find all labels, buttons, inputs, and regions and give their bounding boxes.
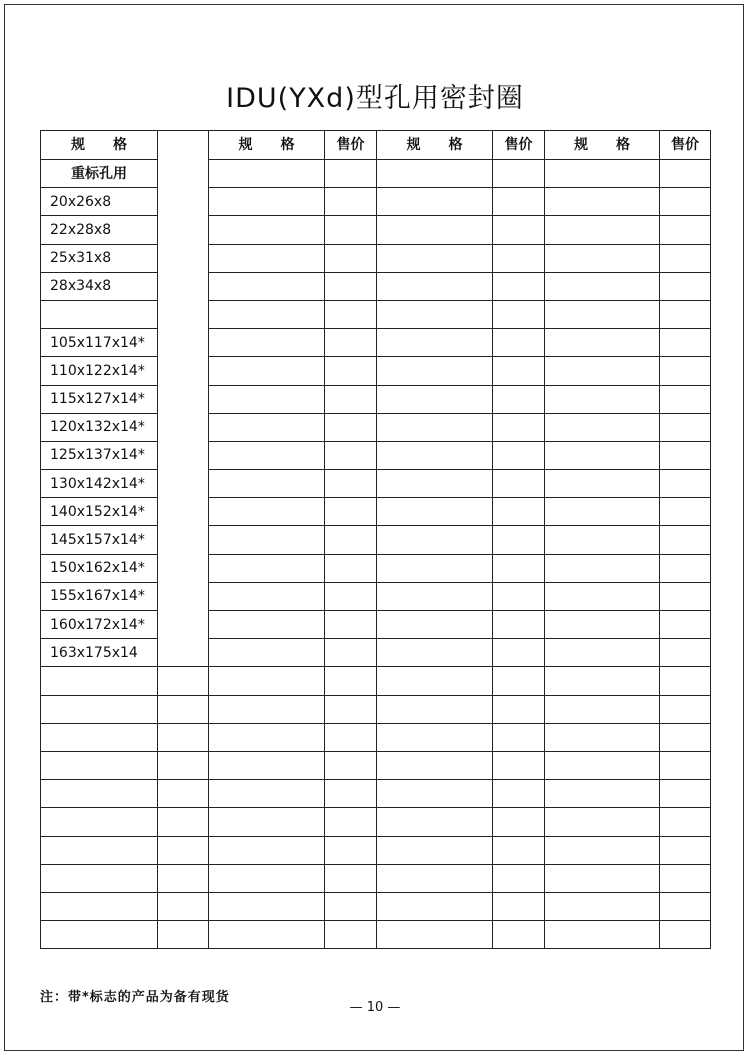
table-row [41,272,711,300]
spec-cell [209,160,325,188]
price-cell [158,892,209,920]
price-cell [660,160,711,188]
spec-cell [545,611,660,639]
spec-cell [545,244,660,272]
table-row [41,244,711,272]
spec-cell [545,160,660,188]
spec-cell [209,864,325,892]
price-cell [325,695,377,723]
spec-header: 规 格 [545,131,660,160]
price-cell [660,611,711,639]
spec-cell [545,357,660,385]
table-row [41,385,711,413]
spec-cell [377,188,493,216]
spec-cell [209,272,325,300]
spec-cell [545,188,660,216]
spec-cell [209,695,325,723]
price-cell [660,921,711,949]
price-cell [325,244,377,272]
price-cell [325,470,377,498]
spec-cell [41,836,158,864]
spec-cell [209,385,325,413]
spec-cell [209,667,325,695]
spec-cell [377,357,493,385]
price-cell [493,300,545,328]
table-row [41,921,711,949]
price-cell [158,723,209,751]
price-cell [493,413,545,441]
spec-cell [377,808,493,836]
table-row [41,836,711,864]
price-cell [325,498,377,526]
spec-cell [545,836,660,864]
spec-cell [377,723,493,751]
spec-cell [377,498,493,526]
price-cell [660,780,711,808]
size-cell [41,300,158,328]
price-cell [158,836,209,864]
table-row [41,498,711,526]
price-cell [660,272,711,300]
price-cell [325,413,377,441]
price-cell [493,188,545,216]
price-cell [158,611,209,639]
price-cell [660,244,711,272]
price-cell [660,667,711,695]
price-table [40,130,711,949]
spec-cell [545,921,660,949]
table-row [41,639,711,667]
spec-cell [377,695,493,723]
price-cell [325,667,377,695]
price-header: 售价 [325,131,377,160]
spec-cell [545,780,660,808]
price-cell [158,470,209,498]
spec-header: 规 格 [377,131,493,160]
spec-cell [377,413,493,441]
table-row [41,751,711,779]
price-cell [158,751,209,779]
spec-cell [41,921,158,949]
spec-cell [209,780,325,808]
price-cell [660,582,711,610]
price-cell [493,526,545,554]
price-cell [158,667,209,695]
spec-cell [377,836,493,864]
price-cell [325,808,377,836]
spec-cell [377,582,493,610]
spec-cell [545,329,660,357]
price-cell [158,864,209,892]
spec-cell [377,329,493,357]
price-cell [660,470,711,498]
spec-cell [209,723,325,751]
price-cell [660,216,711,244]
spec-cell [545,582,660,610]
price-cell [660,357,711,385]
size-cell: 130x142x14* [41,470,158,498]
price-cell [660,695,711,723]
spec-cell [209,836,325,864]
table-row [41,723,711,751]
price-cell [660,808,711,836]
spec-cell [377,639,493,667]
price-cell [158,160,209,188]
table-row [41,470,711,498]
spec-cell [209,751,325,779]
price-cell [493,357,545,385]
spec-cell [545,864,660,892]
table-row [41,780,711,808]
size-cell: 25x31x8 [41,244,158,272]
spec-cell [545,300,660,328]
spec-cell [545,808,660,836]
price-cell [158,413,209,441]
spec-cell [377,526,493,554]
size-cell: 145x157x14* [41,526,158,554]
table-row [41,808,711,836]
table-row [41,329,711,357]
price-cell [158,357,209,385]
spec-cell [209,413,325,441]
size-cell: 20x26x8 [41,188,158,216]
price-cell [158,921,209,949]
table-row [41,554,711,582]
spec-cell [209,554,325,582]
spec-cell [209,611,325,639]
price-cell [660,751,711,779]
spec-cell [209,329,325,357]
table-row [41,695,711,723]
spec-cell [377,921,493,949]
price-cell [158,272,209,300]
spec-cell [545,470,660,498]
price-cell [325,921,377,949]
spec-cell [545,892,660,920]
price-cell [325,611,377,639]
price-cell [325,554,377,582]
spec-cell [377,864,493,892]
footnote: 注：带*标志的产品为备有现货 [40,990,230,1005]
table-row [41,300,711,328]
price-cell [660,498,711,526]
spec-cell [377,780,493,808]
price-cell [493,554,545,582]
price-cell [493,836,545,864]
price-cell [493,385,545,413]
price-cell [158,329,209,357]
spec-cell [41,864,158,892]
size-cell: 120x132x14* [41,413,158,441]
page-number: — 10 — [349,1000,401,1015]
spec-cell [545,441,660,469]
price-cell [325,300,377,328]
spec-cell [209,582,325,610]
price-cell [158,526,209,554]
size-cell: 160x172x14* [41,611,158,639]
price-cell [493,470,545,498]
price-cell [493,780,545,808]
price-cell [660,300,711,328]
price-header: 售价 [660,131,711,160]
price-cell [325,441,377,469]
price-cell [325,385,377,413]
price-cell [493,808,545,836]
table-row [41,892,711,920]
table-row [41,611,711,639]
spec-cell [41,808,158,836]
price-cell [325,864,377,892]
section-subheader: 重标孔用 [41,160,158,188]
price-cell [158,695,209,723]
price-cell [660,413,711,441]
price-cell [493,216,545,244]
price-cell [493,723,545,751]
size-cell: 28x34x8 [41,272,158,300]
price-cell [325,836,377,864]
price-cell [158,244,209,272]
price-cell [325,723,377,751]
price-cell [325,639,377,667]
spec-cell [377,244,493,272]
spec-cell [377,272,493,300]
spec-cell [377,300,493,328]
spec-cell [545,723,660,751]
spec-cell [41,780,158,808]
price-cell [493,498,545,526]
price-cell [325,582,377,610]
table-row [41,526,711,554]
spec-cell [209,526,325,554]
price-cell [493,695,545,723]
price-cell [660,639,711,667]
spec-cell [41,667,158,695]
price-cell [325,526,377,554]
price-cell [493,667,545,695]
price-cell [660,329,711,357]
spec-cell [41,892,158,920]
spec-cell [41,751,158,779]
price-cell [158,780,209,808]
size-cell: 125x137x14* [41,441,158,469]
table-row [41,667,711,695]
spec-cell [209,300,325,328]
table-row [41,357,711,385]
price-cell [660,188,711,216]
spec-cell [377,611,493,639]
price-cell [158,639,209,667]
price-cell [158,498,209,526]
spec-cell [377,385,493,413]
spec-cell [545,639,660,667]
spec-cell [377,160,493,188]
price-cell [493,244,545,272]
price-cell [660,836,711,864]
price-cell [158,385,209,413]
size-cell: 140x152x14* [41,498,158,526]
spec-cell [209,808,325,836]
spec-cell [209,216,325,244]
price-cell [493,639,545,667]
price-cell [325,272,377,300]
price-cell [493,921,545,949]
table-row [41,582,711,610]
size-cell: 110x122x14* [41,357,158,385]
spec-cell [209,498,325,526]
spec-cell [545,385,660,413]
price-cell [158,582,209,610]
size-cell: 163x175x14 [41,639,158,667]
spec-cell [545,554,660,582]
price-cell [493,441,545,469]
spec-cell [209,892,325,920]
price-cell [158,441,209,469]
spec-cell [209,441,325,469]
price-cell [325,329,377,357]
price-cell [660,723,711,751]
price-cell [325,780,377,808]
spec-cell [41,695,158,723]
size-cell: 105x117x14* [41,329,158,357]
price-table-body [41,131,711,949]
price-cell [660,385,711,413]
price-cell [158,188,209,216]
spec-cell [545,216,660,244]
price-cell [493,611,545,639]
table-row [41,864,711,892]
spec-cell [545,498,660,526]
price-cell [660,441,711,469]
spec-cell [545,667,660,695]
price-cell [493,272,545,300]
price-cell [158,300,209,328]
price-cell [660,526,711,554]
spec-cell [545,413,660,441]
price-cell [325,751,377,779]
price-cell [660,554,711,582]
spec-cell [209,639,325,667]
price-cell [158,216,209,244]
price-cell [660,864,711,892]
size-cell: 22x28x8 [41,216,158,244]
spec-cell [377,667,493,695]
price-header-blank [158,131,209,160]
spec-cell [545,695,660,723]
price-cell [158,554,209,582]
spec-cell [209,244,325,272]
price-cell [493,582,545,610]
spec-cell [377,751,493,779]
price-cell [325,216,377,244]
size-cell: 115x127x14* [41,385,158,413]
spec-cell [545,526,660,554]
price-cell [493,751,545,779]
spec-cell [545,272,660,300]
price-cell [158,808,209,836]
table-row [41,160,711,188]
price-cell [660,892,711,920]
spec-cell [377,470,493,498]
page-title: IDU(YXd)型孔用密封圈 [226,83,524,114]
size-cell: 150x162x14* [41,554,158,582]
spec-cell [209,921,325,949]
price-cell [493,864,545,892]
size-cell: 155x167x14* [41,582,158,610]
table-row [41,413,711,441]
spec-cell [377,441,493,469]
price-cell [493,160,545,188]
price-cell [493,329,545,357]
price-cell [493,892,545,920]
spec-cell [209,470,325,498]
spec-cell [209,357,325,385]
spec-cell [377,892,493,920]
table-row [41,188,711,216]
spec-header: 规 格 [41,131,158,160]
price-cell [325,892,377,920]
spec-cell [377,216,493,244]
table-row [41,216,711,244]
price-cell [325,188,377,216]
table-row [41,441,711,469]
spec-cell [377,554,493,582]
spec-cell [545,751,660,779]
price-cell [325,160,377,188]
price-cell [325,357,377,385]
table-header-row [41,131,711,160]
spec-cell [209,188,325,216]
price-header: 售价 [493,131,545,160]
spec-header: 规 格 [209,131,325,160]
spec-cell [41,723,158,751]
